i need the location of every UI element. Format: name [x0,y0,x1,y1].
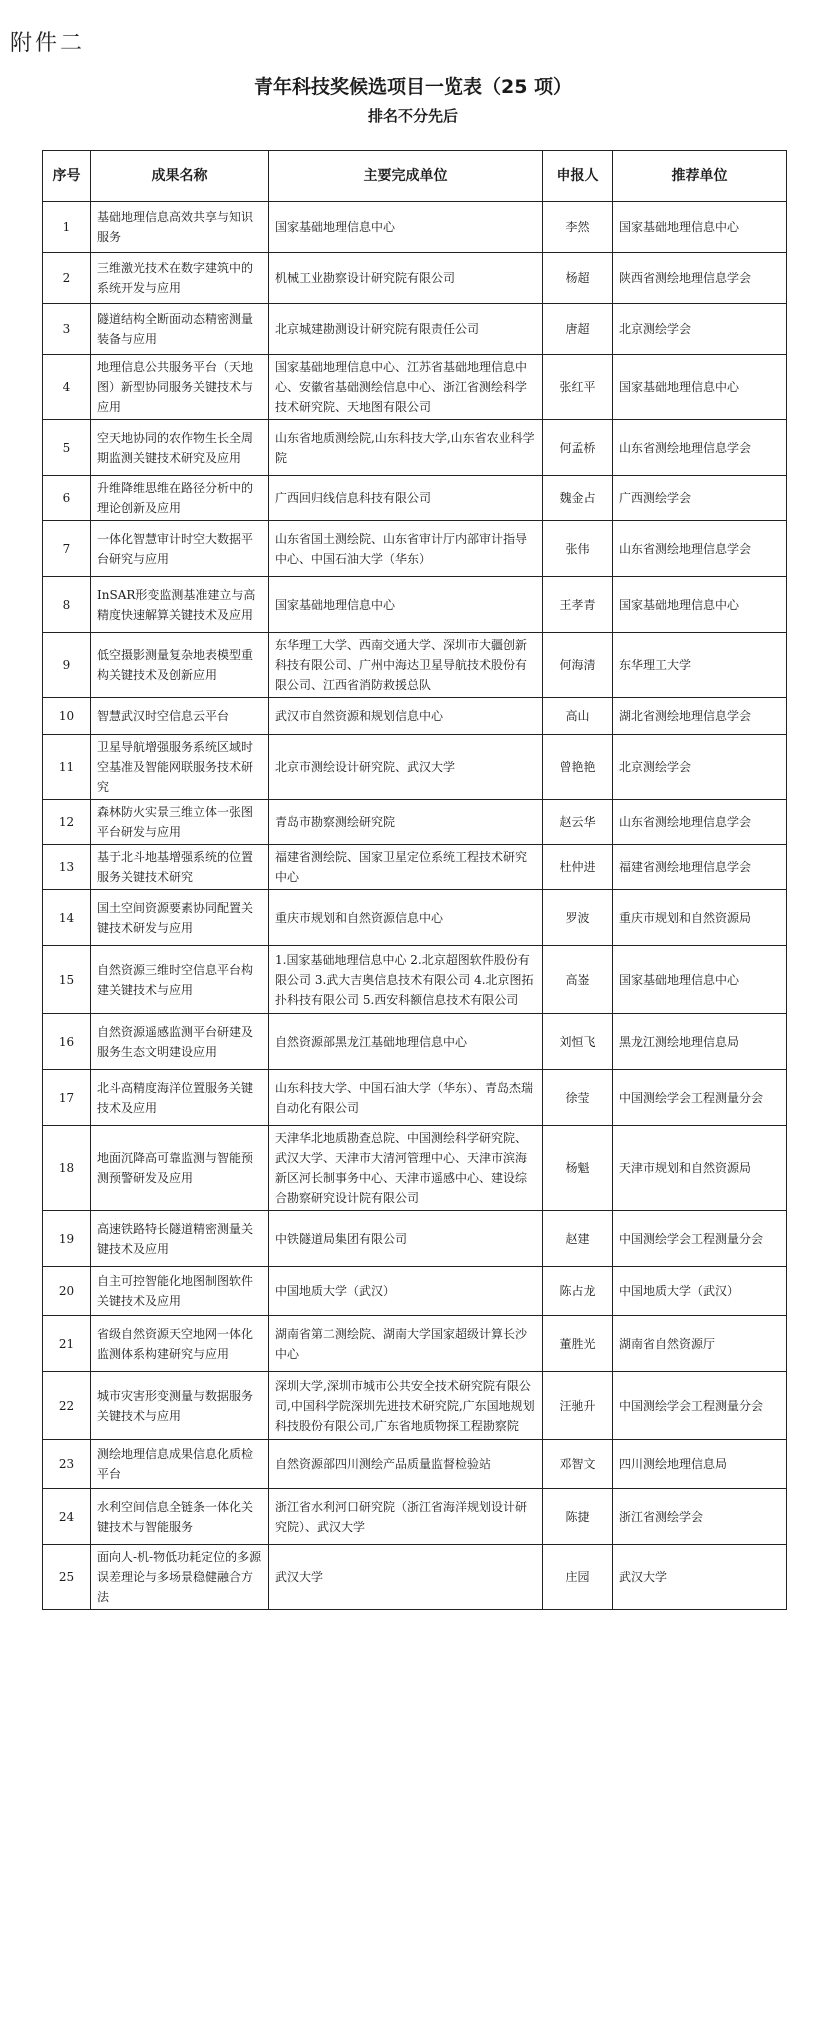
cell-no: 24 [43,1489,91,1545]
cell-recommender: 中国测绘学会工程测量分会 [613,1372,787,1440]
cell-name: 自然资源遥感监测平台研建及服务生态文明建设应用 [91,1014,269,1070]
cell-no: 10 [43,698,91,735]
document-title: 青年科技奖候选项目一览表（25 项） [253,76,573,98]
cell-name: 测绘地理信息成果信息化质检平台 [91,1440,269,1489]
cell-no: 14 [43,890,91,946]
cell-no: 17 [43,1070,91,1126]
cell-name: 一体化智慧审计时空大数据平台研究与应用 [91,521,269,577]
cell-units: 浙江省水利河口研究院（浙江省海洋规划设计研究院）、武汉大学 [269,1489,543,1545]
table-row [43,1440,787,1489]
cell-name: 自主可控智能化地图制图软件关键技术及应用 [91,1267,269,1316]
cell-units: 青岛市勘察测绘研究院 [269,800,543,845]
cell-units: 北京城建勘测设计研究院有限责任公司 [269,304,543,355]
cell-applicant: 杨超 [543,253,613,304]
cell-no: 6 [43,476,91,521]
cell-applicant: 邓智文 [543,1440,613,1489]
cell-units: 山东科技大学、中国石油大学（华东）、青岛杰瑞自动化有限公司 [269,1070,543,1126]
cell-no: 19 [43,1211,91,1267]
candidate-project-table [42,150,787,1610]
header-units: 主要完成单位 [269,151,543,202]
table-row [43,1211,787,1267]
cell-units: 中铁隧道局集团有限公司 [269,1211,543,1267]
cell-recommender: 黑龙江测绘地理信息局 [613,1014,787,1070]
cell-recommender: 国家基础地理信息中心 [613,946,787,1014]
cell-no: 25 [43,1545,91,1610]
cell-units: 国家基础地理信息中心 [269,577,543,633]
table-row [43,698,787,735]
cell-recommender: 国家基础地理信息中心 [613,202,787,253]
cell-units: 自然资源部黑龙江基础地理信息中心 [269,1014,543,1070]
cell-recommender: 广西测绘学会 [613,476,787,521]
table-row [43,1316,787,1372]
table-row [43,735,787,800]
cell-applicant: 高山 [543,698,613,735]
table-header-row [43,151,787,202]
cell-recommender: 北京测绘学会 [613,304,787,355]
cell-no: 2 [43,253,91,304]
document-subtitle: 排名不分先后 [367,107,458,125]
cell-name: 卫星导航增强服务系统区域时空基准及智能网联服务技术研究 [91,735,269,800]
cell-recommender: 东华理工大学 [613,633,787,698]
cell-units: 湖南省第二测绘院、湖南大学国家超级计算长沙中心 [269,1316,543,1372]
table-row [43,304,787,355]
cell-no: 15 [43,946,91,1014]
header-applicant: 申报人 [543,151,613,202]
cell-name: 智慧武汉时空信息云平台 [91,698,269,735]
cell-no: 21 [43,1316,91,1372]
cell-recommender: 国家基础地理信息中心 [613,355,787,420]
cell-units: 武汉市自然资源和规划信息中心 [269,698,543,735]
cell-no: 5 [43,420,91,476]
table-row [43,800,787,845]
cell-name: 地理信息公共服务平台（天地图）新型协同服务关键技术与应用 [91,355,269,420]
cell-recommender: 中国地质大学（武汉） [613,1267,787,1316]
cell-units: 机械工业勘察设计研究院有限公司 [269,253,543,304]
cell-applicant: 董胜光 [543,1316,613,1372]
cell-name: 北斗高精度海洋位置服务关键技术及应用 [91,1070,269,1126]
table-row [43,1070,787,1126]
cell-no: 22 [43,1372,91,1440]
cell-name: 森林防火实景三维立体一张图平台研发与应用 [91,800,269,845]
cell-name: 空天地协同的农作物生长全周期监测关键技术研究及应用 [91,420,269,476]
cell-units: 中国地质大学（武汉） [269,1267,543,1316]
cell-recommender: 陕西省测绘地理信息学会 [613,253,787,304]
cell-units: 重庆市规划和自然资源信息中心 [269,890,543,946]
cell-recommender: 浙江省测绘学会 [613,1489,787,1545]
table-row [43,1545,787,1610]
cell-name: 国土空间资源要素协同配置关键技术研发与应用 [91,890,269,946]
table-row [43,845,787,890]
table-row [43,202,787,253]
table-row [43,476,787,521]
cell-no: 12 [43,800,91,845]
cell-applicant: 陈捷 [543,1489,613,1545]
cell-no: 8 [43,577,91,633]
cell-recommender: 北京测绘学会 [613,735,787,800]
cell-applicant: 罗波 [543,890,613,946]
header-no: 序号 [43,151,91,202]
table-row [43,946,787,1014]
cell-applicant: 刘恒飞 [543,1014,613,1070]
cell-recommender: 国家基础地理信息中心 [613,577,787,633]
cell-recommender: 湖北省测绘地理信息学会 [613,698,787,735]
cell-name: 基础地理信息高效共享与知识服务 [91,202,269,253]
cell-units: 天津华北地质勘查总院、中国测绘科学研究院、武汉大学、天津市大清河管理中心、天津市滨海新区河长制事务中心、天津市遥感中心、建设综合勘察研究设计院有限公司 [269,1126,543,1211]
cell-no: 16 [43,1014,91,1070]
cell-name: 低空摄影测量复杂地表模型重构关键技术及创新应用 [91,633,269,698]
cell-no: 1 [43,202,91,253]
cell-applicant: 徐莹 [543,1070,613,1126]
cell-applicant: 陈占龙 [543,1267,613,1316]
cell-recommender: 重庆市规划和自然资源局 [613,890,787,946]
cell-applicant: 杜仲进 [543,845,613,890]
cell-applicant: 杨魁 [543,1126,613,1211]
cell-units: 深圳大学,深圳市城市公共安全技术研究院有限公司,中国科学院深圳先进技术研究院,广东国地规划科技股份有限公司,广东省地质物探工程勘察院 [269,1372,543,1440]
cell-units: 广西回归线信息科技有限公司 [269,476,543,521]
cell-name: 自然资源三维时空信息平台构建关键技术与应用 [91,946,269,1014]
cell-applicant: 何孟桥 [543,420,613,476]
cell-applicant: 唐超 [543,304,613,355]
cell-applicant: 李然 [543,202,613,253]
header-name: 成果名称 [91,151,269,202]
table-row [43,1126,787,1211]
cell-units: 自然资源部四川测绘产品质量监督检验站 [269,1440,543,1489]
cell-recommender: 山东省测绘地理信息学会 [613,800,787,845]
cell-name: 三维激光技术在数字建筑中的系统开发与应用 [91,253,269,304]
cell-recommender: 中国测绘学会工程测量分会 [613,1211,787,1267]
cell-recommender: 武汉大学 [613,1545,787,1610]
cell-no: 20 [43,1267,91,1316]
table-row [43,521,787,577]
table-row [43,1014,787,1070]
cell-no: 23 [43,1440,91,1489]
cell-no: 11 [43,735,91,800]
cell-units: 福建省测绘院、国家卫星定位系统工程技术研究中心 [269,845,543,890]
cell-applicant: 汪驰升 [543,1372,613,1440]
cell-recommender: 福建省测绘地理信息学会 [613,845,787,890]
cell-recommender: 山东省测绘地理信息学会 [613,521,787,577]
cell-name: 基于北斗地基增强系统的位置服务关键技术研究 [91,845,269,890]
cell-name: 省级自然资源天空地网一体化监测体系构建研究与应用 [91,1316,269,1372]
cell-no: 9 [43,633,91,698]
table-row [43,1372,787,1440]
cell-recommender: 湖南省自然资源厅 [613,1316,787,1372]
cell-applicant: 庄园 [543,1545,613,1610]
cell-applicant: 曾艳艳 [543,735,613,800]
cell-applicant: 张红平 [543,355,613,420]
table-row [43,633,787,698]
table-row [43,1489,787,1545]
cell-name: 隧道结构全断面动态精密测量装备与应用 [91,304,269,355]
cell-units: 东华理工大学、西南交通大学、深圳市大疆创新科技有限公司、广州中海达卫星导航技术股份有限公司、江西省消防救援总队 [269,633,543,698]
cell-name: 地面沉降高可靠监测与智能预测预警研发及应用 [91,1126,269,1211]
table-row [43,890,787,946]
table-row [43,253,787,304]
cell-name: InSAR形变监测基准建立与高精度快速解算关键技术及应用 [91,577,269,633]
table-row [43,355,787,420]
cell-no: 7 [43,521,91,577]
table-row [43,577,787,633]
cell-units: 武汉大学 [269,1545,543,1610]
cell-units: 山东省国土测绘院、山东省审计厅内部审计指导中心、中国石油大学（华东） [269,521,543,577]
table-row [43,1267,787,1316]
cell-name: 面向人-机-物低功耗定位的多源误差理论与多场景稳健融合方法 [91,1545,269,1610]
cell-no: 4 [43,355,91,420]
cell-no: 18 [43,1126,91,1211]
cell-units: 国家基础地理信息中心 [269,202,543,253]
cell-applicant: 高崟 [543,946,613,1014]
cell-name: 高速铁路特长隧道精密测量关键技术及应用 [91,1211,269,1267]
cell-applicant: 赵建 [543,1211,613,1267]
cell-applicant: 赵云华 [543,800,613,845]
cell-recommender: 四川测绘地理信息局 [613,1440,787,1489]
cell-no: 13 [43,845,91,890]
cell-applicant: 张伟 [543,521,613,577]
cell-recommender: 中国测绘学会工程测量分会 [613,1070,787,1126]
cell-applicant: 何海清 [543,633,613,698]
table-row [43,420,787,476]
cell-name: 升维降维思维在路径分析中的理论创新及应用 [91,476,269,521]
annex-label: 附件二 [10,31,86,56]
header-recommender: 推荐单位 [613,151,787,202]
cell-units: 1.国家基础地理信息中心 2.北京超图软件股份有限公司 3.武大吉奥信息技术有限公司 4.北京图拓扑科技有限公司 5.西安科额信息技术有限公司 [269,946,543,1014]
cell-applicant: 王孝青 [543,577,613,633]
cell-name: 水利空间信息全链条一体化关键技术与智能服务 [91,1489,269,1545]
cell-units: 北京市测绘设计研究院、武汉大学 [269,735,543,800]
cell-applicant: 魏金占 [543,476,613,521]
cell-name: 城市灾害形变测量与数据服务关键技术与应用 [91,1372,269,1440]
cell-no: 3 [43,304,91,355]
cell-units: 山东省地质测绘院,山东科技大学,山东省农业科学院 [269,420,543,476]
cell-units: 国家基础地理信息中心、江苏省基础地理信息中心、安徽省基础测绘信息中心、浙江省测绘科学技术研究院、天地图有限公司 [269,355,543,420]
cell-recommender: 山东省测绘地理信息学会 [613,420,787,476]
cell-recommender: 天津市规划和自然资源局 [613,1126,787,1211]
